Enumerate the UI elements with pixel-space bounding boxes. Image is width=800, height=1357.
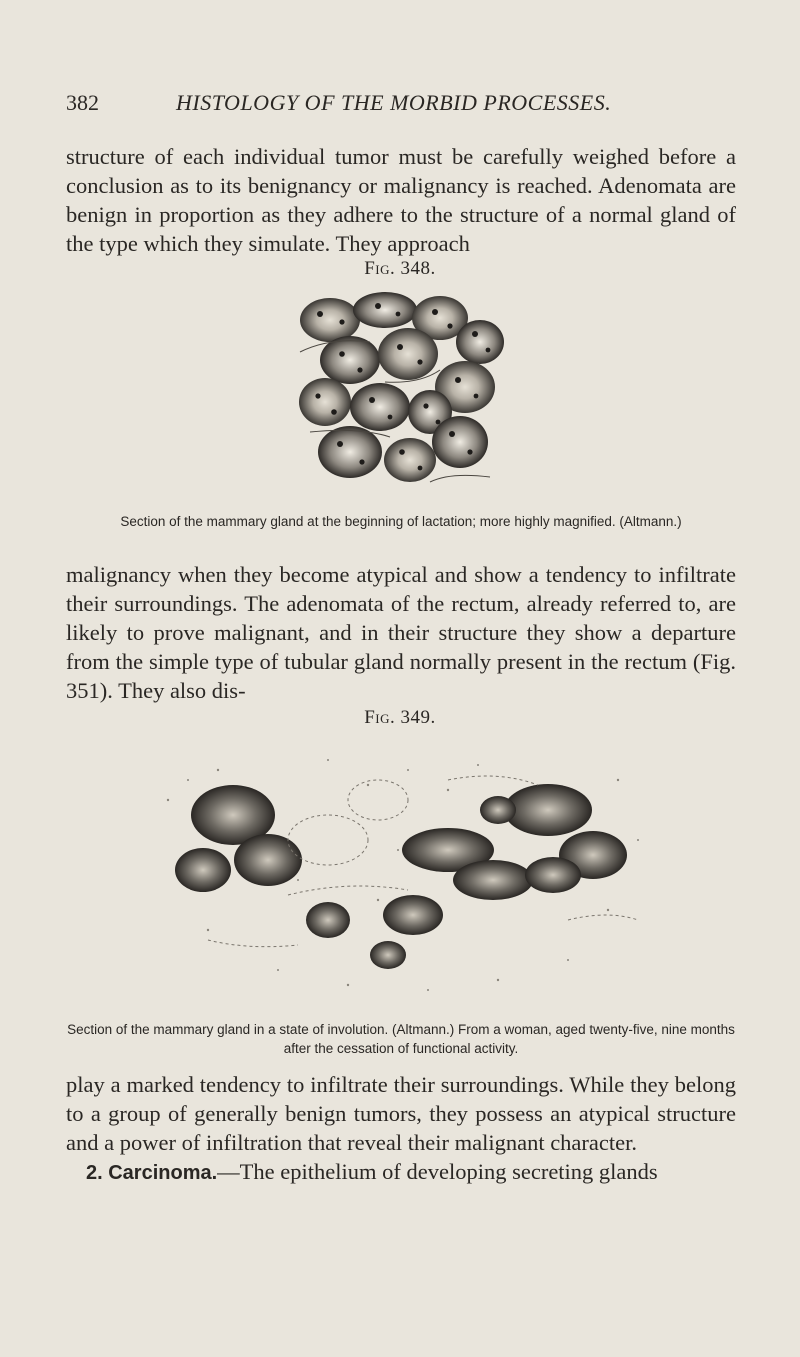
section-heading-carcinoma: 2. Carcinoma. bbox=[86, 1162, 218, 1184]
figure-348-caption: Section of the mammary gland at the beginning of lactation; more highly magnified. (Altmann.) bbox=[120, 514, 682, 529]
figure-349-illustration bbox=[148, 740, 658, 1010]
paragraph-2: malignancy when they become atypical and show a tendency to infiltrate their surroundings. The adenomata of the rectum, already referred to, are likely to prove malignant, and in their structure they show a departure from the simple type of tubular gland normally present in the rectum (Fig. 351). They also dis- bbox=[66, 562, 736, 703]
figure-348-illustration bbox=[290, 292, 510, 494]
figure-349-caption: Section of the mammary gland in a state of involution. (Altmann.) From a woman, aged twenty-five, nine months after the cessation of functional activity. bbox=[67, 1022, 735, 1056]
paragraph-4-text: —The epithelium of developing secreting glands bbox=[217, 1159, 658, 1184]
paragraph-1: structure of each individual tumor must be carefully weighed before a conclusion as to its benignancy or malignancy is reached. Adenomata are benign in proportion as they adhere to the structure of a normal gland of the type which they simulate. They approach bbox=[66, 144, 736, 256]
figure-349-label: Fig. 349. bbox=[364, 707, 436, 728]
paragraph-3: play a marked tendency to infiltrate their surroundings. While they belong to a group of generally benign tumors, they possess an atypical structure and a power of infiltration that reveal their malignant character. bbox=[66, 1072, 736, 1155]
running-title: HISTOLOGY OF THE MORBID PROCESSES. bbox=[176, 90, 612, 115]
paragraph-4 bbox=[66, 1157, 736, 1188]
involuted-acini bbox=[175, 784, 627, 969]
acini-cluster bbox=[299, 292, 504, 482]
page-number: 382 bbox=[66, 90, 99, 115]
page-header bbox=[66, 90, 736, 122]
figure-348-label: Fig. 348. bbox=[364, 258, 436, 279]
